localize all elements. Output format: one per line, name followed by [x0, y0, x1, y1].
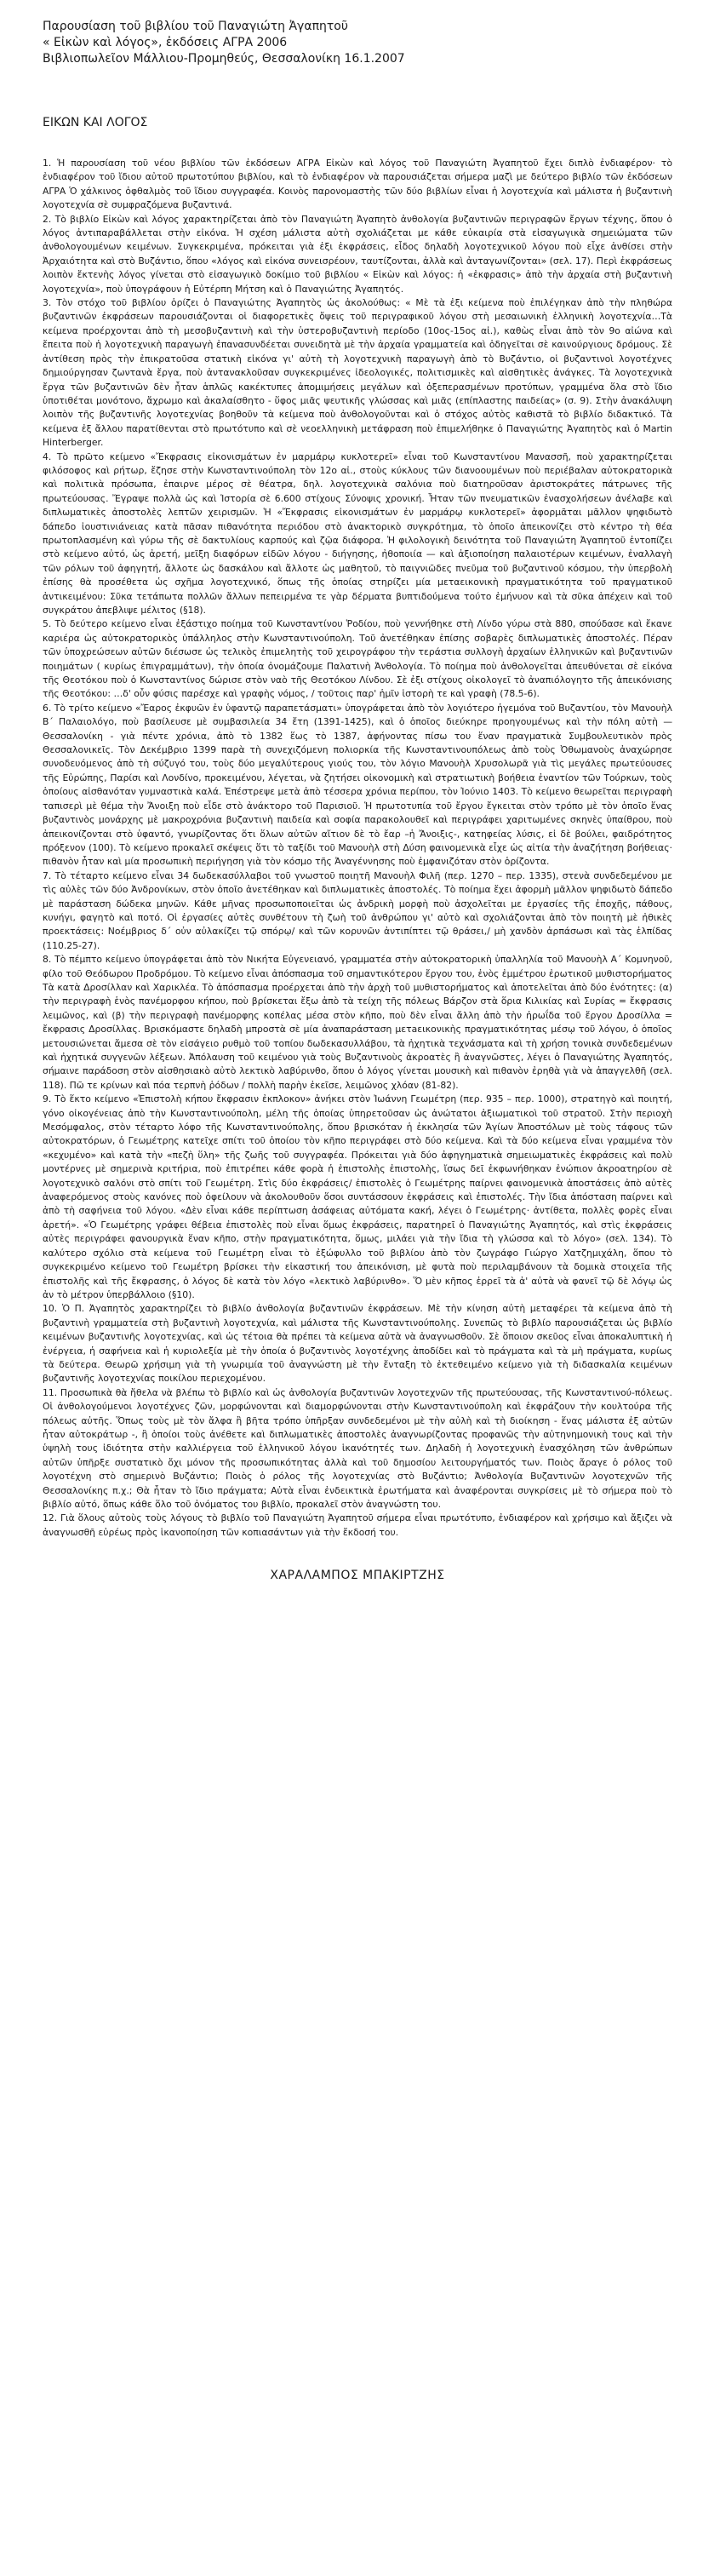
- body-text: [43, 157, 672, 1540]
- paragraph-5: 5. Τὸ δεύτερο κείμενο εἶναι ἐξάστιχο ποίημα τοῦ Κωνσταντίνου Ῥοδίου, ποὺ γεννήθηκε στὴ Λίνδο γύρω στὰ 880, σπούδασε καὶ ἔκανε καριέρα ὡς αὐτοκρατορικὸς ὑπάλληλος στὴν Κωνσταντινούπολη. Τοῦ ἀνετέθηκαν ἐπίσης σοβαρὲς διπλωματικὲς ἀποστολές. Πέραν τῶν ὑποχρεώσεων αὐτῶν διέσωσε ὡς τελικὸς ἐπιμελητὴς τοῦ χειρογράφου τὴν τεράστια συλλογὴ ἀρχαίων ἑλληνικῶν καὶ βυζαντινῶν ποιημάτων ( κυρίως ἐπιγραμμάτων), τὴν ὁποία ὀνομάζουμε Παλατινὴ Ἀνθολογία. Τὸ ποίημα ποὺ ἀνθολογεῖται ἀπευθύνεται σὲ εἰκόνα τῆς Θεοτόκου ποὺ ὁ Κωνσταντίνος δώρισε στὸν ναὸ τῆς Θεοτόκου Λίνδου. Σὲ ἐξι στίχους οἰκολογεῖ τὸ ἀναπιόλογητο τῆς ἀπεικόνισης τῆς Θεοτόκου: …δ' οὖν φύσις παρέσχε καὶ γραφὴς νόμος, / τοῦτοις παρ' ἡμῖν ἱστορὴ τε καὶ γραφὴ (78.5-6).: [43, 618, 672, 700]
- paragraph-11: 11. Προσωπικὰ θὰ ἤθελα νὰ βλέπω τὸ βιβλίο καὶ ὡς ἀνθολογία βυζαντινῶν λογοτεχνῶν τῆς πρωτεύουσας, τῆς Κωνσταντινού-πόλεως. Οἱ ἀνθολογούμενοι λογοτέχνες ζῶν, μορφώνονται καὶ διαμορφώνονται στὴν Κωνσταντινούπολη καὶ ἐκφράζουν τὴν κουλτούρα τῆς πόλεως αὐτῆς. Ὅπως τοὺς μὲ τὸν ἄλφα ἢ βῆτα τρόπο ὑπῆρξαν συνδεδεμένοι μὲ τὴν αὐλὴ καὶ τὴ διοίκηση - ἕνας μάλιστα ἐξ αὐτῶν ἦταν αὐτοκράτωρ -, ἢ ὁποίοι τοὺς ἀνέθετε καὶ διπλωματικὲς ἀποστολὲς ἀναγνωρίζοντας προφανῶς τὴν αὐτηνημονικὴ τους καὶ τὴν ὑψηλὴ τους ἰδιότητα στὴν καλλιέργεια τοῦ ἑλληνικοῦ λόγου ἱκανότητές των. Δηλαδὴ ἡ λογοτεχνικὴ ἐνασχόληση τῶν ἀνθρώπων αὐτῶν ὑπῆρξε συστατικὸ ὄχι μόνον τῆς προσωπικότητας ἀλλὰ καὶ τοῦ δημοσίου λειτουργήματός των. Ποιὸς ἄραγε ὁ ρόλος τοῦ λογοτέχνη στὸ σημερινὸ Βυζάντιο; Ποιὸς ὁ ρόλος τῆς λογοτεχνίας στὸ Βυζάντιο; Ἀνθολογία Βυζαντινῶν λογοτεχνῶν τῆς Θεσσαλονίκης π.χ.; Θὰ ἦταν τὸ ἴδιο πράγματα; Αὐτὰ εἶναι ἐνδεικτικὰ ἐρωτήματα καὶ ἀναφέρονται συγκρίσεις μὲ τὸ σήμερα ποὺ τὸ βιβλίο αὐτό, ὅπως κάθε ὅλο τοῦ ὀνόματος του βιβλίο, προκαλεῖ στὸν ἀναγνώστη του.: [43, 1386, 672, 1510]
- paragraph-7: 7. Τὸ τέταρτο κείμενο εἶναι 34 δωδεκασύλλαβοι τοῦ γνωστοῦ ποιητῆ Μανουὴλ Φιλῆ (περ. 1270 – περ. 1335), στενὰ συνδεδεμένου με τὶς αὐλὲς τῶν δύο Ἀνδρονίκων, στὸν ὁποῖο ἀνετέθηκαν καὶ διπλωματικὲς ἀποστολές. Τὸ ποίημα ἔχει ἀφορμὴ μᾶλλον ψηφιδωτὸ δάπεδο μὲ παράσταση δώδεκα μηνῶν. Κάθε μῆνας προσωποποιεῖται ὡς ἀνδρικὴ μορφὴ ποὺ ἀσχολεῖται με ἐργασίες τῆς ἐποχῆς, πάθους, κυνήγι, φαγητὸ καὶ ποτό. Οἱ ἐργασίες αὐτὲς συνθέτουν τὴ ζωὴ τοῦ ἀνθρώπου γι' αὐτὸ καὶ σχολιάζονται ἀπὸ τὸν ποιητὴ μὲ ἠθικὲς προεκτάσεις: Νοέμβριος δ΄ οὐν αὐλακίζει τῷ σπόρῳ/ καὶ τῶν κορυνῶν ἀντιπίπτει τῷ θράσει,/ μὴ χανδὸν ἀρπάσωσι καὶ τὰς ἐλπίδας (110.25-27).: [43, 869, 672, 951]
- document-header: [43, 19, 672, 67]
- paragraph-4: 4. Τὸ πρῶτο κείμενο «Ἔκφρασις εἰκονισμάτων ἐν μαρμάρῳ κυκλοτερεῖ» εἶναι τοῦ Κωνσταντίνου Μανασσῆ, ποὺ χαρακτηρίζεται φιλόσοφος καὶ ρήτωρ, ἔζησε στὴν Κωνσταντινούπολη τὸν 12ο αἰ., στοὺς κύκλους τῶν διανοουμένων ποὺ περιέβαλαν αὐτοκρατορικὰ καὶ πολιτικὰ πρόσωπα, ἐπαιρνε μέρος σὲ θέατρα, δηλ. λογοτεχνικὰ σαλόνια ποὺ διατηροῦσαν ἀριστοκράτες πάτρωνες τῆς πρωτεύουσας. Ἔγραψε πολλὰ ὡς καὶ Ἱστορία σὲ 6.600 στίχους Σύνοψις χρονική. Ἦταν τῶν πνευματικῶν ἐνασχολήσεων ἀνέλαβε καὶ διπλωματικὲς ἀποστολὲς λεπτῶν χειρισμῶν. Ἡ «Ἔκφρασις εἰκονισμάτων ἐν μαρμάρῳ κυκλοτερεῖ» ἀφορμᾶται μᾶλλον ψηφιδωτὸ δάπεδο ἰουστινιάνειας κατὰ πᾶσαν πιθανότητα περιόδου στὸ ἀνακτορικὸ συγκρότημα, τὸ ὁποῖο ἀπεικονίζει στὸ κέντρο τὴ θέα πρωτοπλασμένη καὶ γύρω τῆς σὲ δακτυλίους καρπούς καὶ ζῷα διάφορα. Ἡ φιλολογικὴ δεινότητα τοῦ Παναγιώτη Ἀγαπητοῦ ἐντοπίζει στὸ κείμενο αὐτό, ὡς ἀρετή, μεῖξη διαφόρων εἰδῶν λόγου - διήγησης, ἠθοποιία — καὶ ἀξιοποίηση παλαιοτέρων κειμένων, ἐναλλαγὴ τῶν ρόλων τοῦ ἀφηγητή, ἄλλοτε ὡς δασκάλου καὶ ἄλλοτε ὡς μαθητοῦ, τὸ παιγνιῶδες πνεῦμα τοῦ βυζαντινοῦ κόσμου, τὴν ὑπερβολὴ ἐπίσης θὰ προσέθετα ὡς σχῆμα λογοτεχνικό, ὅπως τῆς ὁποίας στηρίζει μία μεταεικονικὴ πραγματικότητα τοῦ πραγματικοῦ ἀντικειμένου: Σῦκα τετάπωτα πολλῶν ἄλλων πεπειρμένα τε γὰρ δέρματα βυπτιδούμενα τούτο ἐμήνυον καὶ τὰ σῦκα ἀπέχειν καὶ τοῦ συγκράτου ἀπεβλιψε μέλιτος (§18).: [43, 450, 672, 616]
- header-line-venue: Βιβλιοπωλεῖον Μάλλιου-Προμηθεύς, Θεσσαλονίκη 16.1.2007: [43, 52, 405, 66]
- author-signature: ΧΑΡΑΛΑΜΠΟΣ ΜΠΑΚΙΡΤΖΗΣ: [270, 1569, 445, 1583]
- paragraph-8: 8. Τὸ πέμπτο κείμενο ὑπογράφεται ἀπὸ τὸν Νικήτα Εὐγενειανό, γραμματέα στὴν αὐτοκρατορικὴ ὑπαλληλία τοῦ Μανουὴλ Α΄ Κομνηνοῦ, φίλο τοῦ Θεόδωρου Προδρόμου. Τὸ κείμενο εἶναι ἀπόσπασμα τοῦ σημαντικότερου ἔργου του, ἑνὸς ἐμμέτρου ἐρωτικοῦ μυθιστορήματος Τὰ κατὰ Δροσίλλαν καὶ Χαρικλέα. Τὸ ἀπόσπασμα προέρχεται ἀπὸ τὴν ἀρχὴ τοῦ μυθιστορήματος καὶ ἀποτελεῖται ἀπὸ δύο ἐνότητες: (α) τὴν περιγραφὴ ἑνὸς πανέμορφου κήπου, ποὺ βρίσκεται ἔξω ἀπὸ τὰ τείχη τῆς πόλεως Βάρζον στὰ ὅρια Κιλικίας καὶ Συρίας = ἔκφρασις λειμῶνος, καὶ (β) τὴν περιγραφὴ πανέμορφης κοπέλας μέσα στὸν κῆπο, ποὺ δὲν εἶναι ἄλλη ἀπὸ τὴν ἡρωΐδα τοῦ ἔργου Δροσίλλα = ἔκφρασις Δροσίλλας. Βρισκόμαστε δηλαδὴ μπροστὰ σὲ μία ἀναπαράσταση μετaεικονικὴς πραγματικότητας μέσῳ τοῦ λόγου, ὁ ὁποῖος μετουσιώνεται ἄμεσα σὲ τὸν εἰσάγειο ρυθμὸ τοῦ τοπίου δωδεκασυλλάβου, τὰ ἠχητικὰ τεχνάσματα καὶ τὴ χρήση τονικὰ συνδεδεμένων καὶ ἠχητικά συγγενῶν λέξεων. Ἀπόλαυση τοῦ κειμένου γιὰ τοὺς Βυζαντινοὺς ἀκροατὲς ἢ ἀναγνῶστες, λέγει ὁ Παναγιώτης Ἀγαπητός, σήμαινε παράδοση στὸν αἰσθησιακὸ αὐτὸ λεκτικὸ λαβύρινθο, ὅπου ὁ λόγος γίνεται μουσικὴ καὶ πιθανὸν ἐρηθὰ γιὰ νὰ ἀπαγγελθῆ (σελ. 118). Πῶ τε κρίνων καὶ πόα τερπνὴ ῥόδων / πολλὴ παρὴν ἐκεῖσε, λειμῶνος χλόαν (81-82).: [43, 954, 672, 1091]
- document-page: [43, 19, 672, 1582]
- paragraph-1: 1. Ἡ παρουσίαση τοῦ νέου βιβλίου τῶν ἐκδόσεων ΑΓΡΑ Εἰκὼν καὶ λόγος τοῦ Παναγιώτη Ἀγαπητοῦ ἔχει διπλὸ ἐνδιαφέρον· τὸ ἐνδιαφέρον τοῦ ἴδιου αὐτοῦ πρωτοτύπου βιβλίου, καὶ τὸ ἐνδιαφέρον νὰ παρουσιάζεται σήμερα μαζὶ με δεύτερο βιβλίο τῶν ἐκδόσεων ΑΓΡΑ Ὁ χάλκινος ὀφθαλμὸς τοῦ ἴδιου συγγραφέα. Κοινὸς παρονομαστὴς τῶν δύο βιβλίων εἶναι ἡ λογοτεχνία καὶ μάλιστα ἡ βυζαντινὴ λογοτεχνία σὲ συμφραζόμενα βυζαντινά.: [43, 158, 672, 211]
- header-line-event: Παρουσίαση τοῦ βιβλίου τοῦ Παναγιώτη Ἀγαπητοῦ: [43, 20, 348, 33]
- paragraph-2: 2. Τὸ βιβλίο Εἰκὼν καὶ λόγος χαρακτηρίζεται ἀπὸ τὸν Παναγιώτη Ἀγαπητὸ ἀνθολογία βυζαντινῶν περιγραφῶν ἔργων τέχνης, ὅπου ὁ λόγος ἀντιπαραβάλλεται στὴν εἰκόνα. Ἡ σχέση μάλιστα αὐτὴ σχολιάζεται με κάθε εὐκαιρία στὰ εἰσαγωγικὰ σημειώματα τῶν ἀνθολογουμένων κειμένων. Συγκεκριμένα, πρόκειται γιὰ ἐξι ἐκφράσεις, εἶδος δηλαδὴ λογοτεχνικοῦ λόγου ποὺ εἶχε ἀνθίσει στὴν Ἀρχαιότητα καὶ στὸ Βυζάντιο, ὅπου «λόγος καὶ εἰκόνα συνεισρέουν, ταυτίζονται, ἀλλὰ καὶ ἀνταγωνίζονται» (σελ. 17). Περὶ ἐκφράσεως λοιπὸν ἔκτενὴς λόγος γίνεται στὸ εἰσαγωγικὸ δοκίμιο τοῦ βιβλίου « Εἰκὼν καὶ λόγος: ἡ «ἐκφρασις» ἀπὸ τὴν ἀρχαία στὴ βυζαντινὴ λογοτεχνία», ποὺ ὑπογράφουν ἡ Εὐτέρπη Μήτση καὶ ὁ Παναγιώτης Ἀγαπητός.: [43, 213, 672, 295]
- header-line-book: « Εἰκὼν καὶ λόγος», ἐκδόσεις ΑΓΡΑ 2006: [43, 36, 288, 49]
- paragraph-9: 9. Τὸ ἕκτο κείμενο «Ἐπιστολὴ κήπου ἔκφρασιν ἐκπλοκον» ἀνήκει στὸν Ἰωάννη Γεωμέτρη (περ. 935 – περ. 1000), στρατηγὸ καὶ ποιητή, γόνο οἰκογένειας ἀπὸ τὴν Κωνσταντινούπολη, μέλη τῆς ὁποίας ὑπηρετοῦσαν ὡς ἀνώτατοι ἀξιωματικοὶ τοῦ στρατοῦ. Στὴν περιοχὴ Μεσόμφαλος, στὸν τέταρτο λόφο τῆς Κωνσταντινούπολης, ὅπου βρισκόταν ἡ ἐκκλησία τῶν Ἁγίων Ἀποστόλων μὲ τοὺς τάφους τῶν αὐτοκρατόρων, ὁ Γεωμέτρης κατεῖχε σπίτι τοῦ ὁποίου τὸν κῆπο περιγράφει στὸ δύο κείμενα. Καὶ τὰ δύο κείμενα εἶναι γραμμένα τὸν «κεχυμένο» καὶ κατὰ τὴν «πεζὴ ὕλη» τῆς ζωῆς τοῦ συγγραφέα. Πρόκειται γιὰ δύο ἀφηγηματικὰ σημειωματικὲς ἐκφράσεις καὶ πολὺ μοντέρνες μὲ σημερινὰ κριτήρια, ποὺ ἐπιτρέπει κάθε φορὰ ἡ ἐπιστολὴς ἐπιστολὴς, ἴσως δεῖ ἐκφωνήθηκαν ἐνώπιον ἀκροατηρίου σὲ λογοτεχνικὸ σαλόνι στὸ σπίτι τοῦ Γεωμέτρη. Στὶς δύο ἐκφράσεις/ ἐπιστολὲς ὁ Γεωμέτρης παίρνει φαινομενικὰ ἀποστάσεις ἀπὸ αὐτὲς ἀναφερόμενος στοὺς κανόνες ποὺ ὀφείλουν νὰ ἀκολουθοῦν ὅσοι συντάσσουν ἐκφράσεις καὶ ἐπιστολές. Τὴν ἴδια ἀπόσταση παίρνει καὶ ἀπὸ τὴ σαφήνεια τοῦ λόγου. «Δὲν εἶναι κάθε περίπτωση ἀσάφειας αὐτόματα κακή, λέγει ὁ Γεωμέτρης· ἀντίθετα, πολλὲς φορὲς εἶναι ἀρετή». «Ὁ Γεωμέτρης γράφει θέβεια ἐπιστολὲς ποὺ εἶναι ὅμως ἐκφράσεις, παρατηρεῖ ὁ Παναγιώτης Ἀγαπητός, καὶ στὶς ἐκφράσεις αὐτὲς περιγράφει φανουργικὰ ἕναν κῆπο, στὴν πραγματικότητα, ὅμως, μιλάει γιὰ τὴν ἴδια τὴ γλώσσα καὶ τὸ λόγο» (σελ. 134). Τὸ καλύτερο σχόλιο στὰ κείμενα τοῦ Γεωμέτρη εἶναι τὸ ἐξώφυλλο τοῦ βιβλίου ἀπὸ τὸν ζωγράφο Γιώργο Χατζημιχάλη, ὅπου τὸ συγκεκριμένο κείμενο τοῦ Γεωμέτρη βρίσκει τὴν εἰκαστική του ἀπεικόνιση, μὲ φυτὰ ποὺ περιλαμβάνουν τὰ δομικὰ στοιχεῖα τῆς ἐπιστολῆς καὶ τῆς ἔκφρασης, ὁ λόγος δὲ κατὰ τὸν λόγο «λεκτικὸ λαβύρινθο». Ὅ μὲν κῆπος ἐρρεῖ τὰ ἀ' αὐτὰ νὰ φανεῖ τῷ δὲ λόγῳ ὡς ἀν τὸ μέτρον ὑπερβάλλοιο (§10).: [43, 1093, 672, 1300]
- paragraph-3: 3. Τὸν στόχο τοῦ βιβλίου ὁρίζει ὁ Παναγιώτης Ἀγαπητὸς ὡς ἀκολούθως: « Μὲ τὰ ἐξι κείμενα ποὺ ἐπιλέγηκαν ἀπὸ τὴν πληθώρα βυζαντινῶν ἐκφράσεων παρουσιάζονται οἱ διαφορετικὲς ὄψεις τοῦ περιγραφικοῦ λόγου στὴ μεσαιωνικὴ ἑλληνικὴ λογοτεχνία…Τὰ κείμενα προέρχονται ἀπὸ τὴ μεσοβυζαντινὴ καὶ τὴν ὑστεροβυζαντινὴ περίοδο (10ος-15ος αἰ.), καθὼς εἶναι ἀπὸ τὸν 9ο αἰώνα καὶ ἔπειτα ποὺ ἡ λογοτεχνικὴ παραγωγὴ ἐπανασυνδέεται συνειδητὰ μὲ τὴν ἀρχαία γραμματεία καὶ ὁδηγεῖται σὲ καινούργιους δρόμους. Σὲ ἀντίθεση πρὸς τὴν ἐπικρατοῦσα στατικὴ εἰκόνα γι' αὐτὴ τὴ λογοτεχνικὴ παραγωγὴ ἀπὸ τὸ Βυζάντιο, οἱ βυζαντινοὶ λογοτέχνες δημιούργησαν ζωντανὰ ἔργα, ποὺ ἀντανακλοῦσαν συγκεκριμένες ἰδεολογικές, πολιτισμικὲς καὶ αἰσθητικὲς ἀνάγκες. Τὰ λογοτεχνικὰ ἔργα τῶν βυζαντινῶν δὲν ἦταν ἁπλῶς κακέκτυπες ἀπομιμήσεις μεγάλων καὶ ὀξεπερασμένων προτύπων, γραμμένα ὅλα στὸ ἴδιο ὑποτιθέται μονότονο, ἄχρωμο καὶ ἀκαλαίσθητο - ὕφος μιᾶς ψευτικῆς γλώσσας καὶ μιᾶς (επίπλαστης παιδείας» (σ. 9). Στὴν ἀνακάλυψη λοιπὸν τῆς βυζαντινῆς λογοτεχνίας βοηθοῦν τὰ κείμενα ποὺ ἀνθολογοῦνται καὶ ὁ στόχος αὐτὸς καθιστᾶ τὸ βιβλίο διδακτικό. Τὰ κείμενα ἐξ ἄλλου παρατίθενται στὸ πρωτότυπο καὶ σὲ νεοελληνικὴ μετάφραση ποὺ ἐπιμελήθηκε ὁ Παναγιώτης Ἀγαπητὸς καὶ ὁ Martin Hinterberger.: [43, 297, 672, 449]
- document-title: ΕΙΚΩΝ ΚΑΙ ΛΟΓΟΣ: [43, 116, 148, 129]
- paragraph-10: 10. Ὁ Π. Ἀγαπητὸς χαρακτηρίζει τὸ βιβλίο ἀνθολογία βυζαντινῶν ἐκφράσεων. Μὲ τὴν κίνηση αὐτὴ μεταφέρει τὰ κείμενα ἀπὸ τὴ βυζαντινὴ γραμματεία στὴ βυζαντινὴ λογοτεχνία, καὶ μάλιστα τῆς Κωνσταντινούπολης. Συνεπῶς τὸ βιβλίο παρουσιάζεται ὡς βιβλίο κειμένων βυζαντινῆς λογοτεχνίας, καὶ ὡς τέτοια θὰ πρέπει τὰ κείμενα αὐτὰ νὰ ἀναγνωσθοῦν. Σὲ ὅποιον σκεῦος εἶναι ἀποκαλυπτικὴ ἡ ἐνέργεια, ἡ σαφήνεια καὶ ἡ κυριολεξία μὲ τὴν ὁποία ὁ βυζαντινὸς λογοτέχνης ἀποδίδει καὶ τὸ πράγματα καὶ τὰ μὴ πράγματα, κυρίως τὰ δεύτερα. Θεωρῶ χρήσιμη γιὰ τὴ γνωριμία τοῦ ἀναγνώστη μὲ τὴν ἔνταξη τὸ ἐκτεθειμένο κείμενο γιὰ τὴ διδασκαλία κειμένων βυζαντινῆς λογοτεχνίας ποικίλου περιεχομένου.: [43, 1303, 672, 1385]
- paragraph-6: 6. Τὸ τρίτο κείμενο «Ἔαρος ἐκφυῶν ἐν ὑφαντῷ παραπετάσματι» ὑπογράφεται ἀπὸ τὸν λογιότερο ἡγεμόνα τοῦ Βυζαντίου, τὸν Μανουὴλ Β΄ Παλαιολόγο, ποὺ βασίλευσε μὲ συμβασιλεία 34 ἔτη (1391-1425), καὶ ὁ ὁποῖος διεύκηρε προηγουμένως καὶ τὴν πόλη αὐτὴ — Θεσσαλονίκη - γιὰ πέντε χρόνια, ἀπὸ τὸ 1382 ἕως τὸ 1387, ἀφήνοντας πίσω του ἕναν πραγματικὰ Συμβουλευτικὸν πρὸς Θεσσαλονικεῖς. Τὸν Δεκέμβριο 1399 παρὰ τὴ συνεχιζόμενη πολιορκία τῆς Κωνσταντινουπόλεως ἀπὸ τοὺς Ὀθωμανοὺς ἀναχώρησε συνοδευόμενος ἀπὸ τὴ σύζυγό του, τοὺς δύο μεγαλύτερους γιούς του, τὸν λόγιο Μανουὴλ Χρυσολωρᾶ γιὰ τὶς μεγάλες πρωτεύουσες τῆς Εὐρώπης, Παρίσι καὶ Λονδίνο, προκειμένου, λέγεται, νὰ ζητήσει οἰκονομικὴ καὶ στρατιωτικὴ βοήθεια ἐναντίον τῶν Τούρκων, τοὺς ὁποίους αἰσθανόταν γυμναστικὰ καλά. Ἐπέστρεψε μετὰ ἀπὸ τέσσερα χρόνια περίπου, τὸν Ἰούνιο 1403. Τὸ κείμενο θεωρεῖται περιγραφὴ ταπισερὶ μὲ θέμα τὴν Ἄνοιξη ποὺ εἶδε στὸ ἀνάκτορο τοῦ Παρισιοῦ. Ἡ πρωτοτυπία τοῦ ἔργου ἔγκειται στὸν τρόπο μὲ τὸν ὁποῖο ἕνας βυζαντινὸς μονάρχης μὲ μακροχρόνια βυζαντινὴ παιδεία καὶ σοφία παρακολουθεῖ καὶ περιγράφει χαριτωμένες σκηνὲς ὑπαίθρου, ποὺ ἀπεικονίζονται στὸ ὑφαντό, γνωρίζοντας ὅτι ὅλων αὐτῶν αἴτιον δὲ τὸ ἔαρ –ἡ Ἄνοιξις-, κατηφείας λύσις, εἰ δὲ βούλει, φαιδρότητος πρόξενον (100). Τὸ κείμενο προκαλεῖ σκέψεις ὅτι τὸ ταξίδι τοῦ Μανουὴλ στὴ Δύση φαινομενικὰ εἶχε ὡς αἰτία τὴν ἀναζήτηση βοήθειας· πιθανὸν ἦταν καὶ μία προσωπικὴ περιήγηση γιὰ τὸν κόσμο τῆς Ἀναγέννησης ποὺ ἐμφανιζόταν στὸν ὁρίζοντα.: [43, 702, 672, 868]
- paragraph-12: 12. Γιὰ ὅλους αὐτοὺς τοὺς λόγους τὸ βιβλίο τοῦ Παναγιώτη Ἀγαπητοῦ σήμερα εἶναι πρωτότυπο, ἐνδιαφέρον καὶ χρήσιμο καὶ ἄξιζει νὰ ἀναγνωσθῆ εὐρέως πρὸς ἱκανοποίηση τῶν κοπιασάντων γιὰ τὴν ἔκδοσή του.: [43, 1512, 672, 1538]
